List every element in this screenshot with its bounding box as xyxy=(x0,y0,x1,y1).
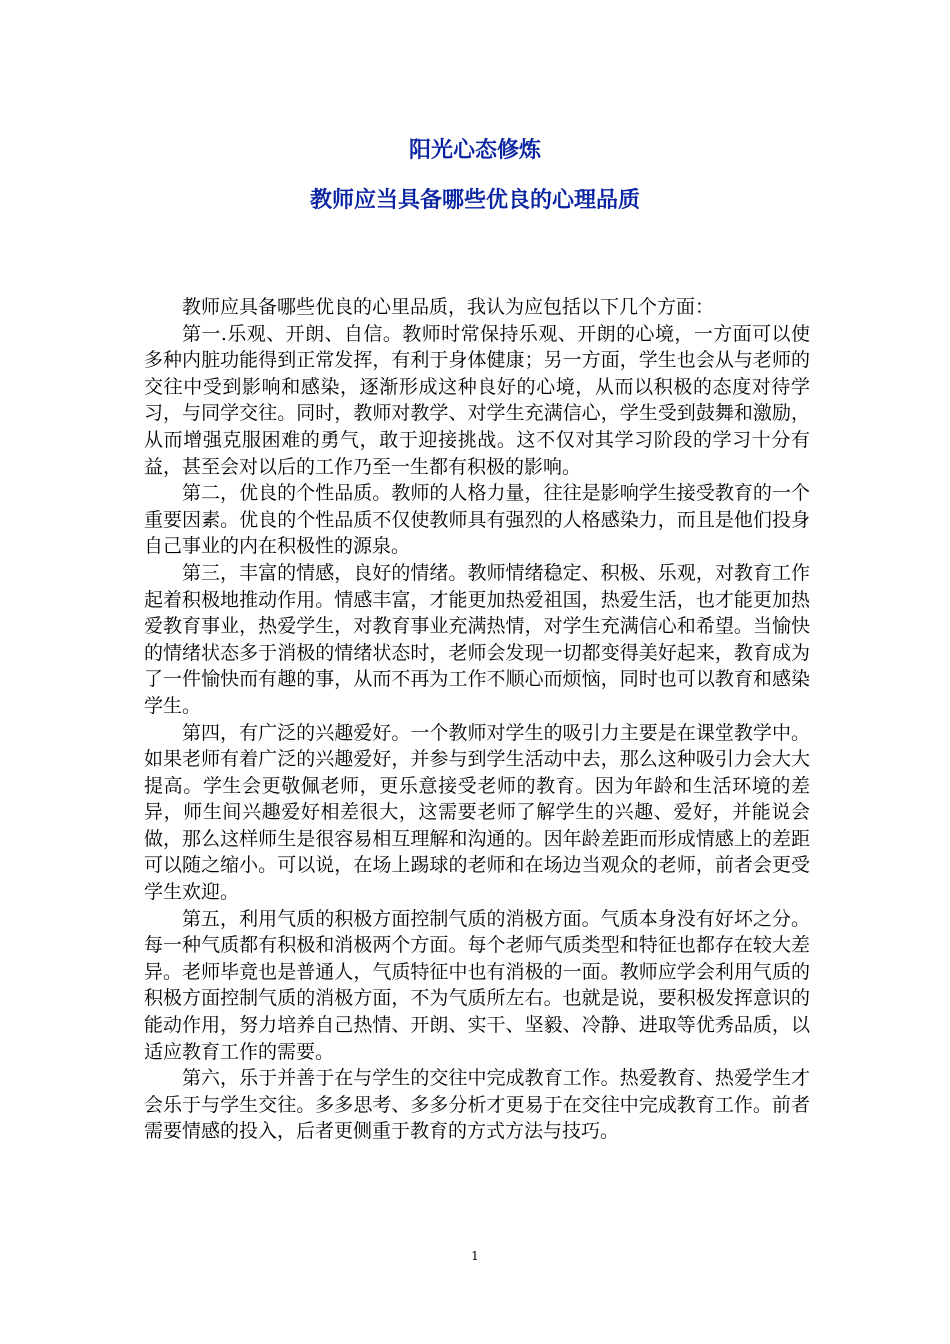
paragraph-second: 第二，优良的个性品质。教师的人格力量，往往是影响学生接受教育的一个重要因素。优良的个性品质不仅使教师具有强烈的人格感染力，而且是他们投身自己事业的内在积极性的源泉。 xyxy=(144,482,810,558)
paragraph-first: 第一.乐观、开朗、自信。教师时常保持乐观、开朗的心境，一方面可以使多种内脏功能得到正常发挥，有利于身体健康；另一方面，学生也会从与老师的交往中受到影响和感染，逐渐形成这种良好的心境，从而以积极的态度对待学习，与同学交往。同时，教师对教学、对学生充满信心，学生受到鼓舞和激励，从而增强克服困难的勇气，敢于迎接挑战。这不仅对其学习阶段的学习十分有益，甚至会对以后的工作乃至一生都有积极的影响。 xyxy=(144,322,810,478)
paragraph-sixth: 第六，乐于并善于在与学生的交往中完成教育工作。热爱教育、热爱学生才会乐于与学生交往。多多思考、多多分析才更易于在交往中完成教育工作。前者需要情感的投入，后者更侧重于教育的方式方法与技巧。 xyxy=(144,1067,810,1143)
paragraph-fourth: 第四，有广泛的兴趣爱好。一个教师对学生的吸引力主要是在课堂教学中。如果老师有着广泛的兴趣爱好，并参与到学生活动中去，那么这种吸引力会大大提高。学生会更敬佩老师，更乐意接受老师的教育。因为年龄和生活环境的差异，师生间兴趣爱好相差很大，这需要老师了解学生的兴趣、爱好，并能说会做，那么这样师生是很容易相互理解和沟通的。因年龄差距而形成情感上的差距可以随之缩小。可以说，在场上踢球的老师和在场边当观众的老师，前者会更受学生欢迎。 xyxy=(144,721,810,904)
paragraph-third: 第三，丰富的情感，良好的情绪。教师情绪稳定、积极、乐观，对教育工作起着积极地推动作用。情感丰富，才能更加热爱祖国，热爱生活，也才能更加热爱教育事业，热爱学生，对教育事业充满热情，对学生充满信心和希望。当愉快的情绪状态多于消极的情绪状态时，老师会发现一切都变得美好起来，教育成为了一件愉快而有趣的事，从而不再为工作不顺心而烦恼，同时也可以教育和感染学生。 xyxy=(144,561,810,717)
document-title: 阳光心态修炼 xyxy=(408,138,541,163)
page-number: 1 xyxy=(471,1249,479,1263)
paragraph-intro: 教师应具备哪些优良的心里品质，我认为应包括以下几个方面： xyxy=(182,296,715,318)
paragraph-fifth: 第五，利用气质的积极方面控制气质的消极方面。气质本身没有好坏之分。每一种气质都有积极和消极两个方面。每个老师气质类型和特征也都存在较大差异。老师毕竟也是普通人，气质特征中也有消极的一面。教师应学会利用气质的积极方面控制气质的消极方面，不为气质所左右。也就是说，要积极发挥意识的能动作用，努力培养自己热情、开朗、实干、坚毅、冷静、进取等优秀品质，以适应教育工作的需要。 xyxy=(144,907,810,1063)
document-body xyxy=(144,294,810,1145)
document-subtitle: 教师应当具备哪些优良的心理品质 xyxy=(309,188,640,213)
